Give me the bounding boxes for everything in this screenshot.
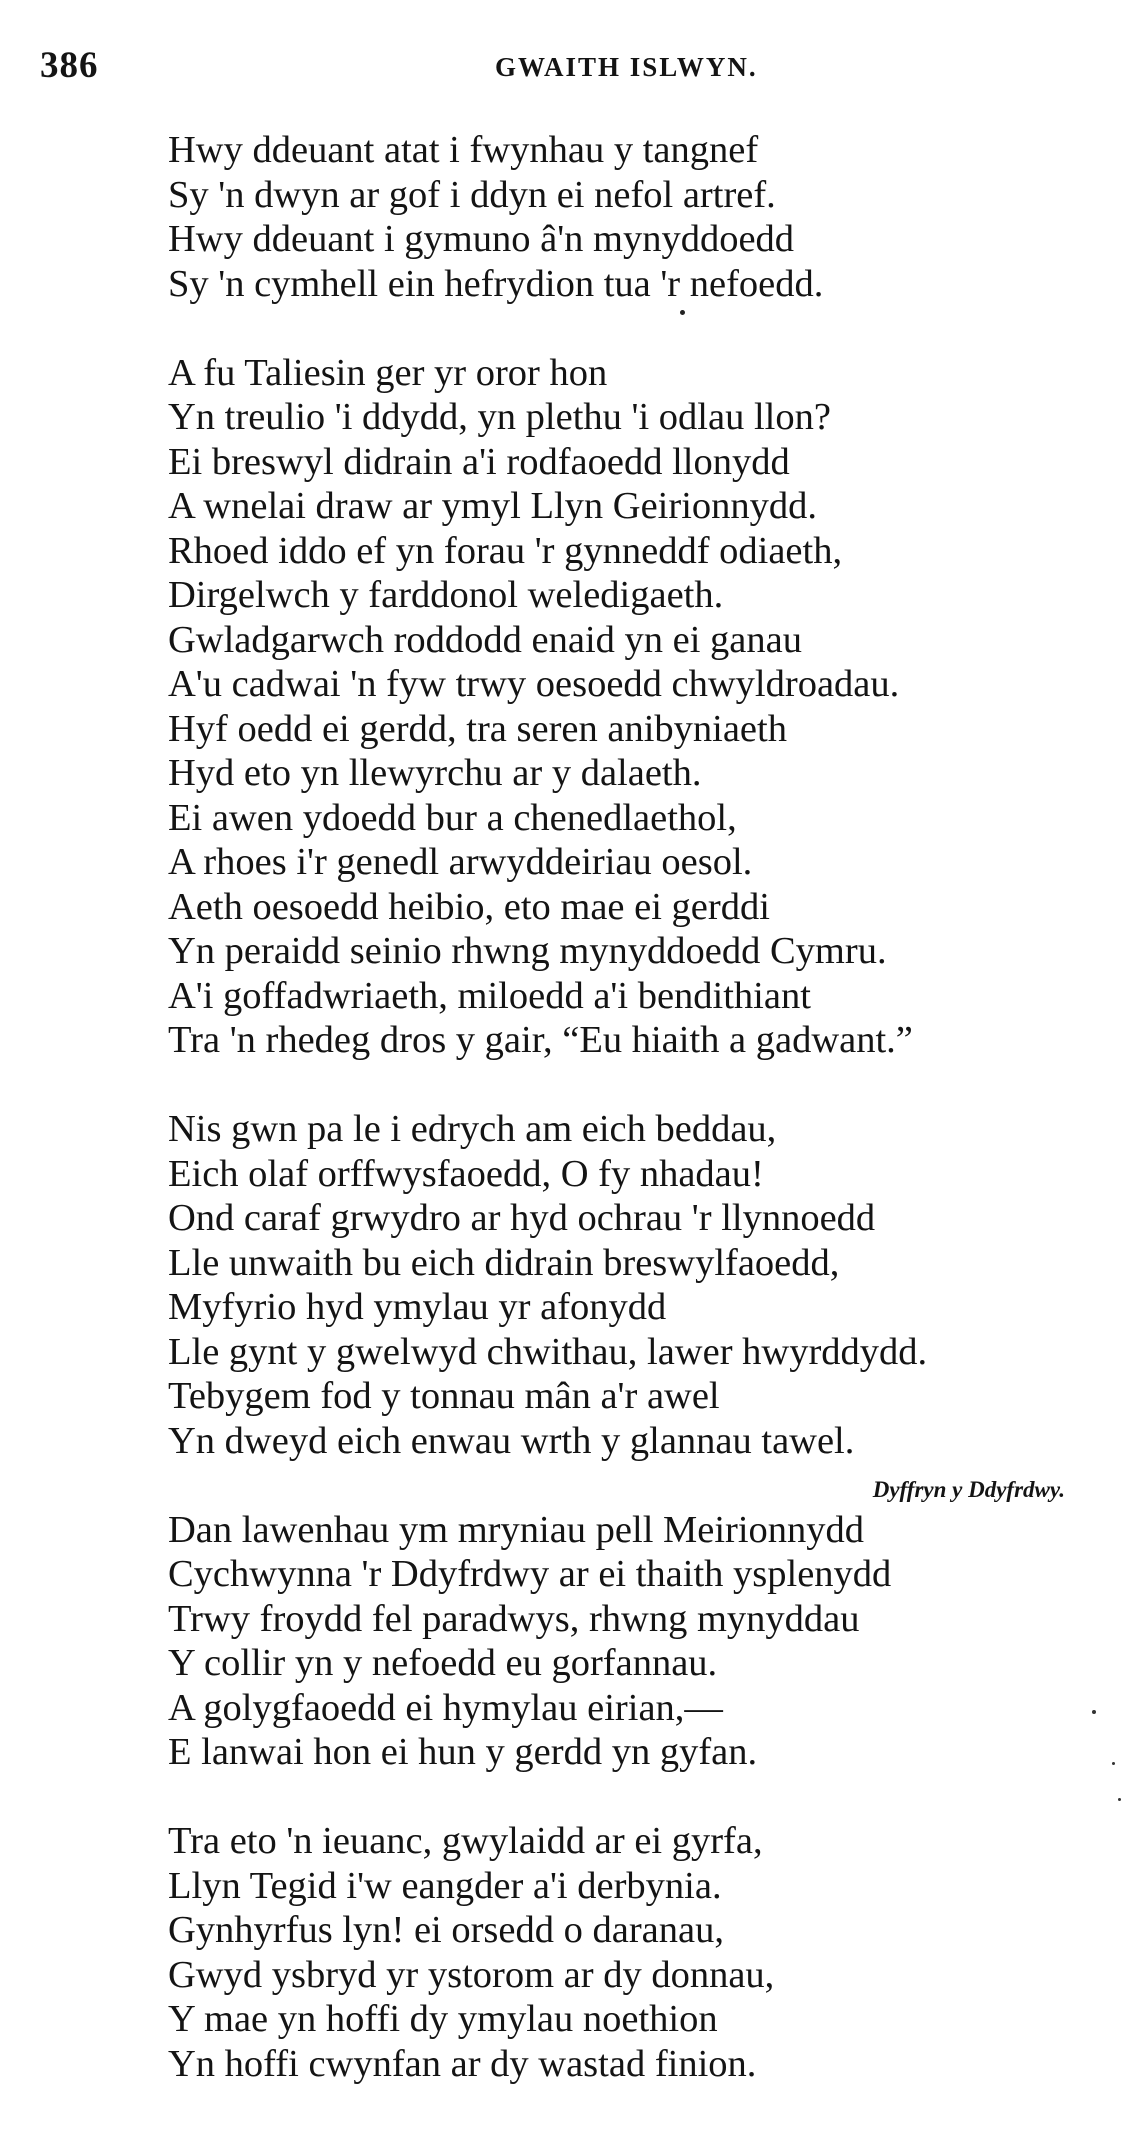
poem-line: Hwy ddeuant i gymuno â'n mynyddoedd: [168, 218, 795, 260]
poem-line: Yn treulio 'i ddydd, yn plethu 'i odlau llon?: [168, 396, 831, 438]
poem-line: Ei breswyl didrain a'i rodfaoedd llonydd: [168, 440, 790, 483]
poem-line: Trwy froydd fel paradwys, rhwng mynyddau: [168, 1597, 860, 1640]
poem-line: Ond caraf grwydro ar hyd ochrau 'r llynnoedd: [168, 1197, 876, 1239]
poem-line: Y mae yn hoffi dy ymylau noethion: [168, 1998, 718, 2040]
poem-line: Llyn Tegid i'w eangder a'i derbynia.: [168, 1864, 722, 1907]
poem-line: A rhoes i'r genedl arwyddeiriau oesol.: [168, 841, 753, 883]
poem-line: Eich olaf orffwysfaoedd, O fy nhadau!: [168, 1152, 764, 1195]
poem-line: Ei awen ydoedd bur a chenedlaethol,: [168, 796, 737, 839]
page-number: 386: [40, 45, 99, 86]
stanza-break: [168, 1775, 1098, 1820]
poem-body: [168, 128, 1098, 2086]
poem-line: Nis gwn pa le i edrych am eich beddau,: [168, 1108, 777, 1150]
poem-line: Yn dweyd eich enwau wrth y glannau tawel.: [168, 1419, 855, 1462]
section-title: Dyffryn y Ddyfrdwy.: [872, 1477, 1065, 1502]
poem-line: Gynhyrfus lyn! ei orsedd o daranau,: [168, 1909, 724, 1951]
poem-line: Hyf oedd ei gerdd, tra seren anibyniaeth: [168, 707, 787, 750]
poem-line: Cychwynna 'r Ddyfrdwy ar ei thaith ysplenydd: [168, 1553, 892, 1595]
stanza-4: [168, 1508, 1098, 1775]
poem-line: Rhoed iddo ef yn forau 'r gynneddf odiaeth,: [168, 529, 843, 572]
poem-line: Tebygem fod y tonnau mân a'r awel: [168, 1375, 720, 1417]
poem-line: A'i goffadwriaeth, miloedd a'i bendithiant: [168, 974, 811, 1017]
poem-line: Hwy ddeuant atat i fwynhau y tangnef: [168, 129, 759, 171]
print-speck: [1118, 1798, 1121, 1801]
poem-line: Tra eto 'n ieuanc, gwylaidd ar ei gyrfa,: [168, 1820, 763, 1862]
stanza-break: [168, 1063, 1098, 1108]
poem-line: Dan lawenhau ym mryniau pell Meirionnydd: [168, 1508, 865, 1551]
section-heading-row: [168, 1463, 1098, 1508]
poem-line: Y collir yn y nefoedd eu gorfannau.: [168, 1642, 718, 1684]
stanza-1: [168, 128, 1098, 306]
poem-line: Tra 'n rhedeg dros y gair, “Eu hiaith a gadwant.”: [168, 1019, 913, 1061]
ornament-dot: [680, 310, 685, 315]
poem-line: Lle unwaith bu eich didrain breswylfaoedd,: [168, 1241, 840, 1284]
poem-line: Aeth oesoedd heibio, eto mae ei gerddi: [168, 885, 770, 928]
poem-line: Yn peraidd seinio rhwng mynyddoedd Cymru.: [168, 930, 887, 972]
poem-line: A golygfaoedd ei hymylau eirian,—: [168, 1686, 723, 1729]
poem-line: A'u cadwai 'n fyw trwy oesoedd chwyldroadau.: [168, 663, 900, 705]
poem-line: Gwladgarwch roddodd enaid yn ei ganau: [168, 618, 802, 661]
poem-line: E lanwai hon ei hun y gerdd yn gyfan.: [168, 1731, 758, 1773]
running-title: GWAITH ISLWYN.: [495, 52, 758, 82]
poem-line: Dirgelwch y farddonol weledigaeth.: [168, 574, 724, 616]
poem-line: Yn hoffi cwynfan ar dy wastad finion.: [168, 2042, 757, 2085]
poem-line: A wnelai draw ar ymyl Llyn Geirionnydd.: [168, 485, 818, 527]
print-speck: [1112, 1762, 1115, 1765]
stanza-5: [168, 1819, 1098, 2086]
poem-line: Gwyd ysbryd yr ystorom ar dy donnau,: [168, 1953, 775, 1996]
poem-line: Sy 'n dwyn ar gof i ddyn ei nefol artref.: [168, 173, 776, 216]
poem-line: Sy 'n cymhell ein hefrydion tua 'r nefoedd.: [168, 262, 824, 305]
stanza-2: [168, 351, 1098, 1063]
stanza-break: [168, 306, 1098, 351]
print-speck: [1092, 1710, 1096, 1714]
running-header: [40, 44, 1095, 94]
poem-line: Myfyrio hyd ymylau yr afonydd: [168, 1286, 667, 1328]
poem-line: Lle gynt y gwelwyd chwithau, lawer hwyrddydd.: [168, 1330, 928, 1373]
poem-line: Hyd eto yn llewyrchu ar y dalaeth.: [168, 752, 702, 794]
stanza-3: [168, 1107, 1098, 1463]
poem-line: A fu Taliesin ger yr oror hon: [168, 351, 608, 394]
